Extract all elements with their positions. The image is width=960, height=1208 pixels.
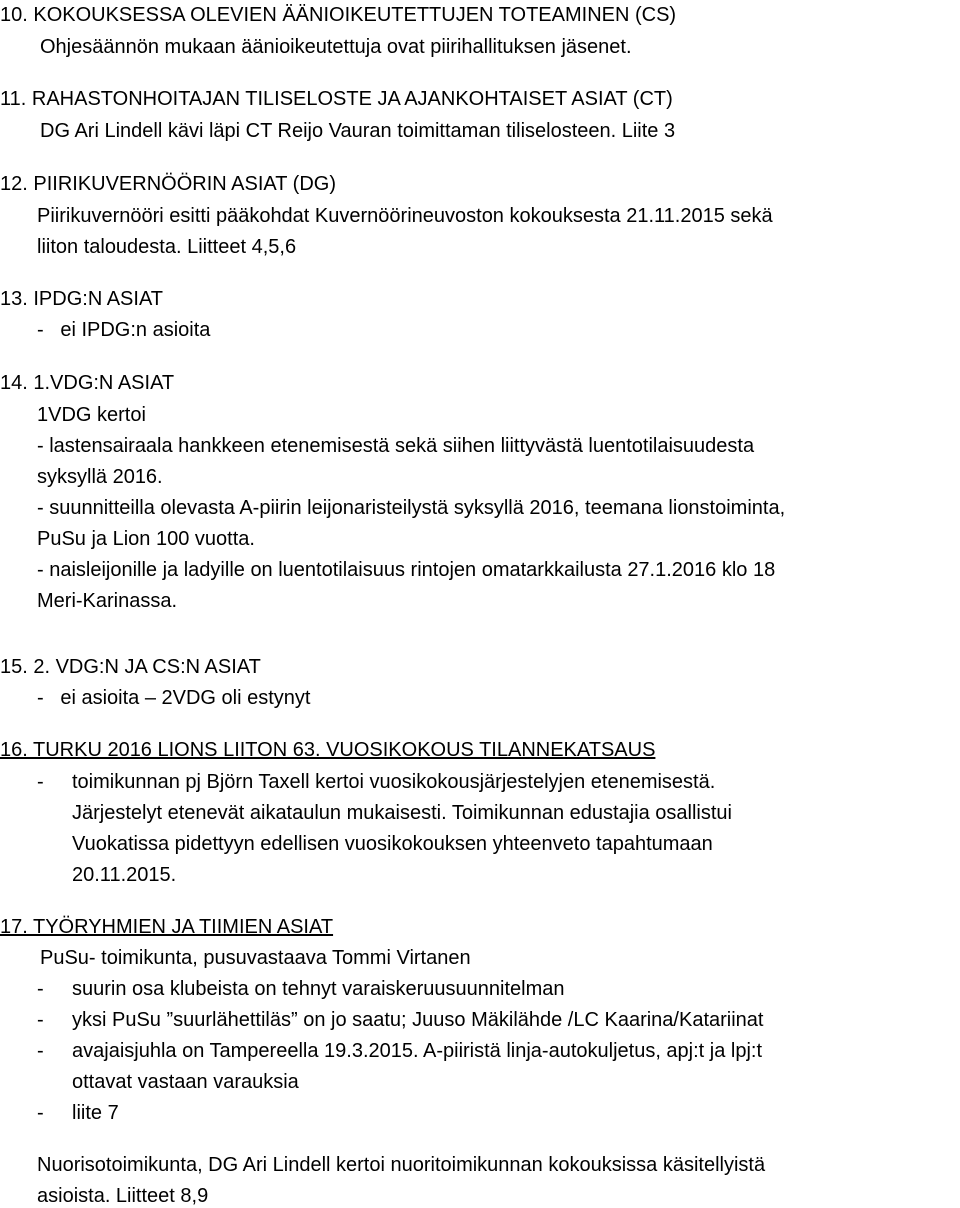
section-13-text: - ei IPDG:n asioita	[37, 319, 211, 341]
section-14-text: - suunnitteilla olevasta A-piirin leijonaristeilystä syksyllä 2016, teemana lionstoiminta,	[37, 497, 786, 519]
section-14-text: 1VDG kertoi	[37, 404, 146, 426]
section-14-text: - lastensairaala hankkeen etenemisestä sekä siihen liittyvästä luentotilaisuudesta	[37, 435, 755, 457]
section-11-text: DG Ari Lindell kävi läpi CT Reijo Vauran toimittaman tiliselosteen. Liite 3	[40, 120, 676, 142]
list-item: ottavat vastaan varauksia	[72, 1071, 299, 1093]
section-15-heading: 15. 2. VDG:N JA CS:N ASIAT	[0, 656, 261, 678]
bullet-dash: -	[37, 978, 44, 1000]
section-16-text: 20.11.2015.	[72, 864, 177, 886]
section-14-text: Meri-Karinassa.	[37, 590, 178, 612]
list-item: liite 7	[72, 1102, 119, 1124]
section-10-heading: 10. KOKOUKSESSA OLEVIEN ÄÄNIOIKEUTETTUJEN TOTEAMINEN (CS)	[0, 4, 677, 26]
section-14-text: - naisleijonille ja ladyille on luentotilaisuus rintojen omatarkkailusta 27.1.2016 klo 18	[37, 559, 776, 581]
list-item: yksi PuSu ”suurlähettiläs” on jo saatu; Juuso Mäkilähde /LC Kaarina/Katariinat	[72, 1009, 764, 1031]
bullet-dash: -	[37, 1040, 44, 1062]
section-16-text: Vuokatissa pidettyyn edellisen vuosikokouksen yhteenveto tapahtumaan	[72, 833, 713, 855]
list-item: suurin osa klubeista on tehnyt varaiskeruusuunnitelman	[72, 978, 565, 1000]
section-16-heading: 16. TURKU 2016 LIONS LIITON 63. VUOSIKOKOUS TILANNEKATSAUS	[0, 739, 656, 761]
bullet-dash: -	[37, 1102, 44, 1124]
section-12-heading: 12. PIIRIKUVERNÖÖRIN ASIAT (DG)	[0, 173, 336, 195]
section-14-text: syksyllä 2016.	[37, 466, 163, 488]
section-12-text: liiton taloudesta. Liitteet 4,5,6	[37, 236, 297, 258]
section-17-subheading: PuSu- toimikunta, pusuvastaava Tommi Virtanen	[40, 947, 471, 969]
section-12-text: Piirikuvernööri esitti pääkohdat Kuvernöörineuvoston kokouksesta 21.11.2015 sekä	[37, 205, 773, 227]
section-13-heading: 13. IPDG:N ASIAT	[0, 288, 164, 310]
section-10-text: Ohjesäännön mukaan äänioikeutettuja ovat piirihallituksen jäsenet.	[40, 36, 632, 58]
section-14-heading: 14. 1.VDG:N ASIAT	[0, 372, 175, 394]
bullet-dash: -	[37, 771, 44, 793]
section-16-text: toimikunnan pj Björn Taxell kertoi vuosikokousjärjestelyjen etenemisestä.	[72, 771, 716, 793]
section-17-heading: 17. TYÖRYHMIEN JA TIIMIEN ASIAT	[0, 916, 334, 938]
section-14-text: PuSu ja Lion 100 vuotta.	[37, 528, 255, 550]
section-15-text: - ei asioita – 2VDG oli estynyt	[37, 687, 311, 709]
section-17-closing: asioista. Liitteet 8,9	[37, 1185, 209, 1207]
list-item: avajaisjuhla on Tampereella 19.3.2015. A-piiristä linja-autokuljetus, apj:t ja lpj:t	[72, 1040, 763, 1062]
section-16-text: Järjestelyt etenevät aikataulun mukaisesti. Toimikunnan edustajia osallistui	[72, 802, 732, 824]
section-17-closing: Nuorisotoimikunta, DG Ari Lindell kertoi nuoritoimikunnan kokouksissa käsitellyistä	[37, 1154, 766, 1176]
bullet-dash: -	[37, 1009, 44, 1031]
section-11-heading: 11. RAHASTONHOITAJAN TILISELOSTE JA AJANKOHTAISET ASIAT (CT)	[0, 88, 673, 110]
